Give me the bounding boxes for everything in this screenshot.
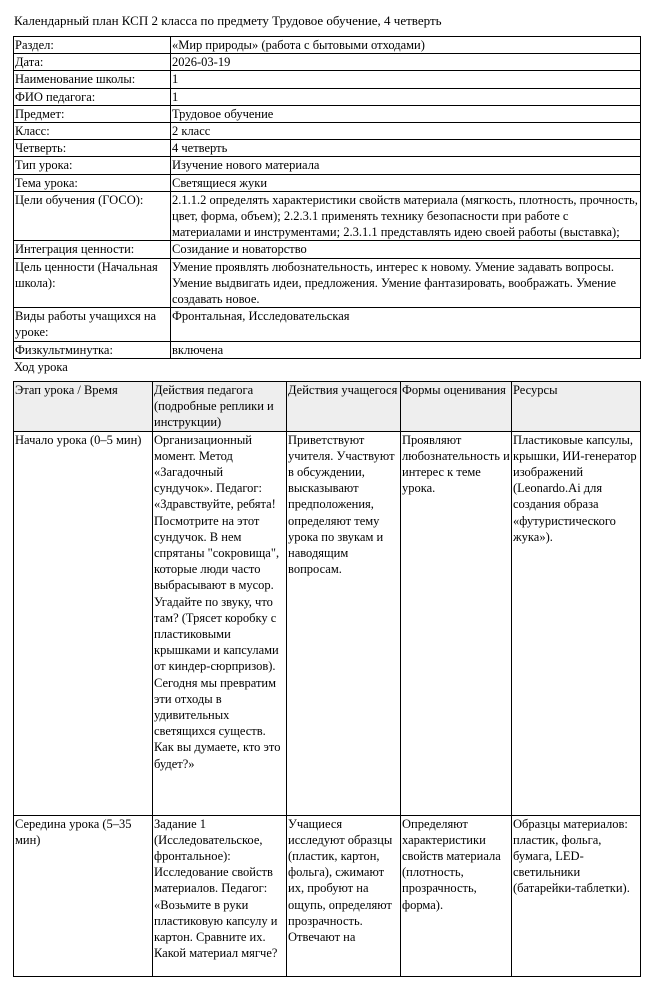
table-cell: [14, 431, 153, 815]
table-header-row: [14, 382, 641, 432]
info-value: Трудовое обучение: [171, 105, 641, 122]
cell-text: Образцы материалов: пластик, фольга, бумага, LED-светильники (батарейки-таблетки).: [513, 816, 630, 896]
lesson-flow-label: Ход урока: [14, 360, 68, 374]
info-key: Четверть:: [14, 140, 171, 157]
table-row: [14, 815, 641, 976]
info-value: 2 класс: [171, 123, 641, 140]
info-row: [14, 123, 641, 140]
info-value: 1: [171, 71, 641, 88]
info-row: [14, 71, 641, 88]
cell-text: Определяют характеристики свойств материала (плотность, прозрачность, форма).: [402, 816, 501, 912]
info-row: [14, 308, 641, 341]
info-row: [14, 37, 641, 54]
info-key: Тема урока:: [14, 174, 171, 191]
info-key: Физкультминутка:: [14, 341, 171, 358]
info-value: 2.1.1.2 определять характеристики свойств материала (мягкость, плотность, прочность, цвет, форма, объем); 2.2.3.1 применять технику безопасности при работе с материалами и инструментами; 2.3.1.1 представлять идею своей работы (выставка);: [171, 191, 641, 241]
info-key: Цель ценности (Начальная школа):: [14, 258, 171, 308]
info-key: Предмет:: [14, 105, 171, 122]
table-cell: [512, 815, 641, 976]
cell-text: Организационный момент. Метод «Загадочный сундучок». Педагог: «Здравствуйте, ребята! Посмотрите на этот сундучок. В нем спрятаны "сокровища", которые люди часто выбрасывают в мусор. Угадайте по звуку, что там? (Трясет коробку с пластиковыми крышками и капсулами от киндер-сюрпризов). Сегодня мы превратим эти отходы в удивительных светящихся существ. Как вы думаете, кто это будет?»: [154, 432, 281, 771]
info-row: [14, 191, 641, 241]
info-value: 1: [171, 88, 641, 105]
table-row: [14, 431, 641, 815]
cell-text: Проявляют любознательность и интерес к теме урока.: [402, 432, 510, 496]
info-key: Интеграция ценности:: [14, 241, 171, 258]
info-value: Изучение нового материала: [171, 157, 641, 174]
cell-text: Начало урока (0–5 мин): [15, 432, 142, 447]
lesson-info-table: [13, 36, 641, 359]
info-row: [14, 341, 641, 358]
info-row: [14, 140, 641, 157]
info-row: [14, 258, 641, 308]
table-cell: [401, 431, 512, 815]
info-value: 4 четверть: [171, 140, 641, 157]
column-header: Действия учащегося: [287, 382, 401, 432]
table-cell: [401, 815, 512, 976]
info-value: Умение проявлять любознательность, интерес к новому. Умение задавать вопросы. Умение выдвигать идеи, предложения. Умение фантазировать, воображать. Умение создавать новое.: [171, 258, 641, 308]
column-header: Формы оценивания: [401, 382, 512, 432]
info-value: Созидание и новаторство: [171, 241, 641, 258]
table-cell: [287, 431, 401, 815]
info-key: Виды работы учащихся на уроке:: [14, 308, 171, 341]
info-row: [14, 157, 641, 174]
cell-text: Учащиеся исследуют образцы (пластик, картон, фольга), сжимают их, пробуют на ощупь, определяют прозрачность. Отвечают на: [288, 816, 393, 945]
table-cell: [512, 431, 641, 815]
table-cell: [287, 815, 401, 976]
info-value: включена: [171, 341, 641, 358]
info-row: [14, 241, 641, 258]
info-row: [14, 174, 641, 191]
table-cell: [153, 431, 287, 815]
column-header: Действия педагога (подробные реплики и инструкции): [153, 382, 287, 432]
info-row: [14, 88, 641, 105]
document-title: Календарный план КСП 2 класса по предмету Трудовое обучение, 4 четверть: [14, 13, 442, 28]
info-key: Наименование школы:: [14, 71, 171, 88]
info-value: Фронтальная, Исследовательская: [171, 308, 641, 341]
info-key: Цели обучения (ГОСО):: [14, 191, 171, 241]
lesson-flow-table: [13, 381, 641, 977]
info-key: Раздел:: [14, 37, 171, 54]
info-row: [14, 105, 641, 122]
info-row: [14, 54, 641, 71]
cell-text: Задание 1 (Исследовательское, фронтальное): Исследование свойств материалов. Педагог: «Возьмите в руки пластиковую капсулу и картон. Сравните их. Какой материал мягче?: [154, 816, 278, 961]
info-value: «Мир природы» (работа с бытовыми отходами): [171, 37, 641, 54]
column-header: Этап урока / Время: [14, 382, 153, 432]
info-key: Тип урока:: [14, 157, 171, 174]
cell-text: Пластиковые капсулы, крышки, ИИ-генератор изображений (Leonardo.Ai для создания образа «футуристического жука»).: [513, 432, 637, 544]
info-value: 2026-03-19: [171, 54, 641, 71]
info-value: Светящиеся жуки: [171, 174, 641, 191]
table-cell: [14, 815, 153, 976]
cell-text: Середина урока (5–35 мин): [15, 816, 132, 847]
table-cell: [153, 815, 287, 976]
info-key: ФИО педагога:: [14, 88, 171, 105]
info-key: Класс:: [14, 123, 171, 140]
cell-text: Приветствуют учителя. Участвуют в обсуждении, высказывают предположения, определяют тему урока по звукам и наводящим вопросам.: [288, 432, 395, 577]
info-key: Дата:: [14, 54, 171, 71]
column-header: Ресурсы: [512, 382, 641, 432]
